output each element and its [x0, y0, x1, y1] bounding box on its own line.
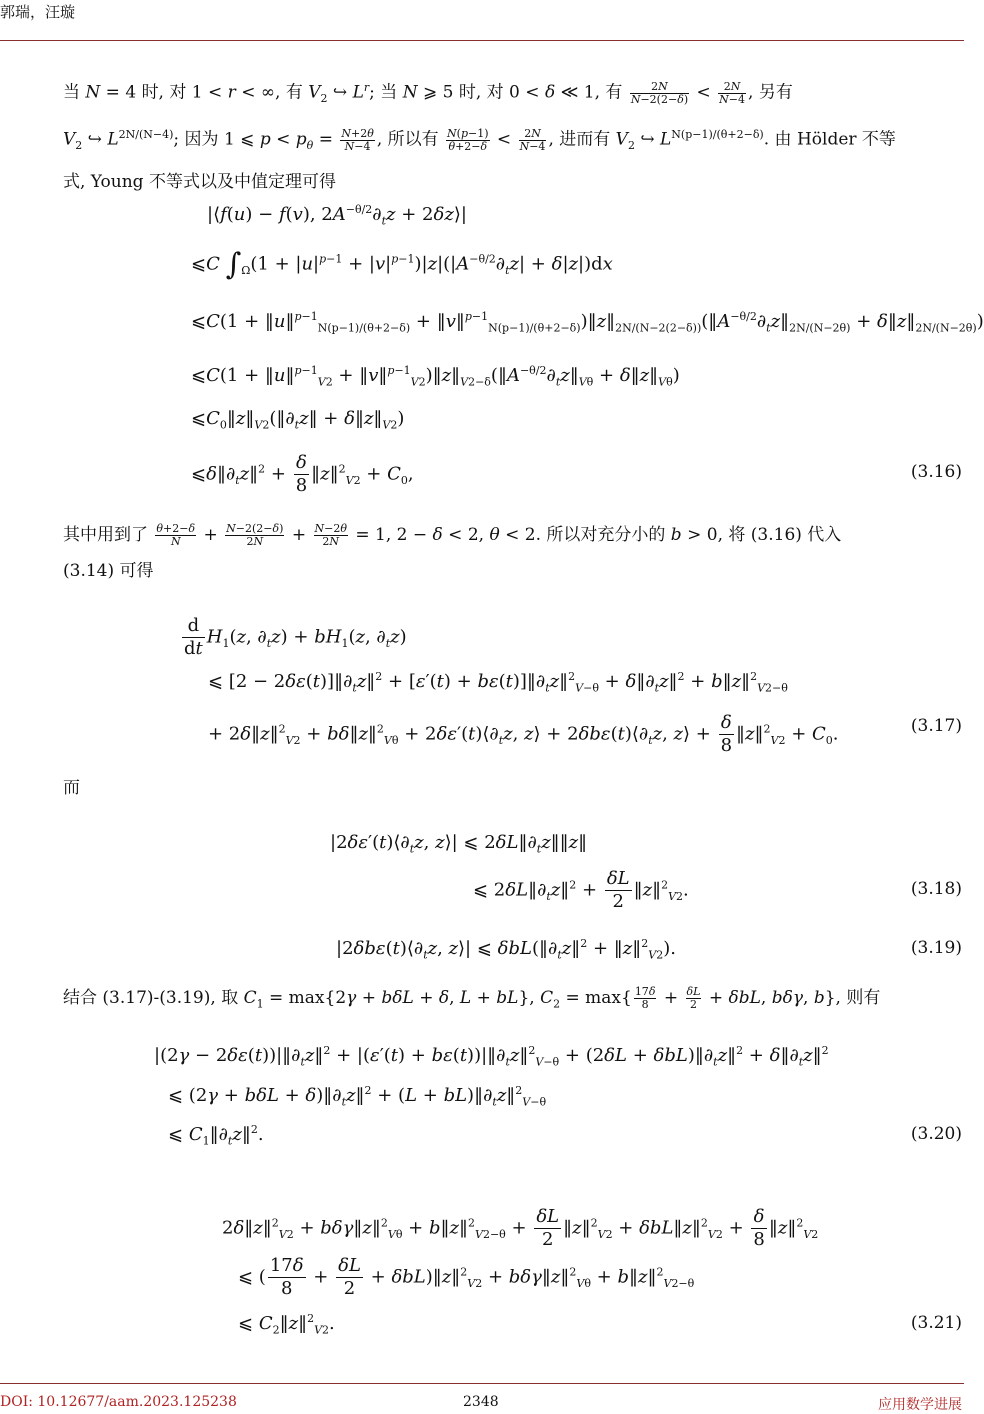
header-rule	[0, 40, 964, 41]
eq-3-21-line-1: 2δ‖z‖$^2_{V2}$ + bδγ‖z‖$^2_{V\theta}$ + b‖z‖$^2_{V2-\theta}$ + $\frac{\delta L}{2}$ ‖z‖$^2_{V2}$ + δbL‖z‖$^2_{V2}$ + $\frac{\delta}{8}$ ‖z‖$^2_{V2}$	[222, 1206, 819, 1250]
equation-number-3-18: (3.18)	[910, 879, 962, 899]
eq-3-18-line-2: ⩽ $2\delta L‖\partial_tz‖^2$ + $\frac{\delta L}{2}$ ‖z‖$^2_{V2}$.	[473, 868, 689, 912]
footer-doi-link[interactable]: DOI: 10.12677/aam.2023.125238	[0, 1394, 237, 1410]
eq-3-20-line-2: ⩽ $(2\gamma + b\delta L + \delta)‖\partial_tz‖^2 + (L$ + $bL)‖\partial_tz‖^2_{V-\theta}$	[168, 1084, 547, 1109]
equation-number-3-20: (3.20)	[910, 1124, 962, 1144]
equation-number-3-21: (3.21)	[910, 1313, 962, 1333]
eq-3-21-line-2: ⩽ ( $\frac{17\delta}{8}$ + $\frac{\delta L}{2}$ + δbL)‖z‖$^2_{V2}$ + bδγ‖z‖$^2_{V\theta}$ + b‖z‖$^2_{V2-\theta}$	[238, 1255, 695, 1299]
eq-3-17-line-2: ⩽ $[2 - 2\delta\varepsilon(t)]‖\partial_tz‖^2 + [\varepsilon'(t)$ + $b\varepsilon(t)]‖\partial_tz‖^2_{V-\theta}$ + $\delta‖\partial_tz‖^2$ + b‖z‖$^2_{V2-\theta}$	[208, 670, 788, 695]
page-number: 2348	[463, 1394, 499, 1410]
eq-3-16-line-3: ⩽C(1 + ‖u‖$^{p-1}_{N(p-1)/(\theta+2-\delta)}$ + $‖v‖^{p-1}_{N(p-1)/(\theta+2-\delta)})‖z‖_{2N/(N-2(2-\delta))}(‖A^{-\theta/2}\partial_tz‖_{2N/(N-2\theta)}$ + $\delta‖z‖_{2N/(N-2\theta)}$)	[191, 310, 984, 335]
paragraph-combine: 结合 (3.17)-(3.19), 取 $C_1 = \max\{2\gamma + b\delta L + \delta$, L + bL}, $C_2 = \max${ $\frac{17\delta}{8}$ + $\frac{\delta L}{2}$ + δbL, bδγ, b}, 则有	[63, 985, 881, 1011]
running-header-authors: 郭瑞，汪璇	[0, 3, 76, 21]
eq-3-16-line-6: $⩽\delta‖\partial_tz‖^2$ + $\frac{\delta}{8}$ ‖z‖$^2_{V2}$ + $C_0$,	[191, 452, 414, 496]
paragraph-embedding: 当 N = 4 时, 对 1 < r < ∞, 有 $V_2$ ↪ $L^r$; 当 N ⩾ 5 时, 对 0 < δ ≪ 1, 有 $\frac{2N}{N-2(2-\delta)}$ < $\frac{2N}{N-4}$ , 另有 $V_2$ ↪ $L^{2N/(N-4)}$; 因为 1 ⩽ $p < p_\theta$ = $\frac{N+2\theta}{N-4}$ , 所以有 $\frac{N(p-1)}{\theta+2-\delta}$ < $\frac{2N}{N-4}$ , 进而有 $V_2$ ↪ $L^{N(p-1)/(\theta+2-\delta)}$. 由 Hölder 不等 式, Young 不等式以及中值定理可得	[63, 79, 896, 193]
paragraph-conditions: 其中用到了 $\frac{\theta+2-\delta}{N}$ + $\frac{N-2(2-\delta)}{2N}$ + $\frac{N-2\theta}{2N}$ = 1, 2 − δ < 2, θ < 2. 所以对充分小的 b > 0, 将 (3.16) 代入 (3.14) 可得	[63, 522, 842, 581]
footer-rule	[0, 1383, 964, 1384]
eq-3-16-line-5: $⩽C_0‖z‖_{V2}(‖\partial_tz‖$ + $\delta‖z‖_{V2}$)	[191, 408, 405, 432]
eq-3-20-line-1: $|(2\gamma - 2\delta\varepsilon(t))|‖\partial_tz‖^2 + |(\varepsilon'(t)$ + $b\varepsilon(t))|‖\partial_tz‖^2_{V-\theta} + (2\delta L$ + $\delta bL)‖\partial_tz‖^2$ + $\delta‖\partial_tz‖^2$	[154, 1044, 829, 1069]
eq-3-18-line-1: $|2\delta\varepsilon'(t)⟨\partial_tz$, z⟩| ⩽ $2\delta L‖\partial_tz‖‖z‖$	[330, 832, 588, 856]
eq-3-16-line-4: ⩽C(1 + ‖u‖$^{p-1}_{V2}$ + $‖v‖^{p-1}_{V2})‖z‖_{V2-\delta}(‖A^{-\theta/2}\partial_tz‖_{V\theta}$ + $\delta‖z‖_{V\theta}$)	[191, 364, 680, 389]
word-er: 而	[63, 778, 80, 798]
eq-3-16-line-2: ⩽C $\int_\Omega(1 + |u|^{p-1} + |v|^{p-1})|z|(|A^{-\theta/2}\partial_tz| + \delta|z|)dx$	[191, 247, 613, 282]
eq-3-16-line-1: |⟨f(u) − f(v), $2A^{-\theta/2}\partial_tz$ + 2δz⟩|	[207, 203, 467, 228]
eq-3-21-line-3: ⩽ $C_2‖z‖^2_{V2}$.	[238, 1312, 335, 1337]
eq-3-19: $|2\delta b\varepsilon(t)⟨\partial_tz$, z⟩| ⩽ $\delta bL(‖\partial_tz‖^2$ + ‖z‖$^2_{V2}$).	[336, 937, 676, 962]
eq-3-20-line-3: ⩽ $C_1‖\partial_tz‖^2$.	[168, 1123, 264, 1148]
eq-3-17-line-1: $\frac{d}{dt}$ $H_1(z$, $\partial_tz) + bH_1(z$, $\partial_tz$)	[184, 615, 407, 659]
equation-number-3-16: (3.16)	[910, 462, 962, 482]
equation-number-3-17: (3.17)	[910, 716, 962, 736]
eq-3-17-line-3: + 2δ‖z‖$^2_{V2}$ + bδ‖z‖$^2_{V\theta}$ + $2\delta\varepsilon'(t)⟨\partial_tz$, z⟩ + $2\delta b\varepsilon(t)⟨\partial_tz$, z⟩ + $\frac{\delta}{8}$ ‖z‖$^2_{V2}$ + $C_0$.	[208, 712, 839, 756]
equation-number-3-19: (3.19)	[910, 938, 962, 958]
journal-name: 应用数学进展	[878, 1397, 962, 1413]
